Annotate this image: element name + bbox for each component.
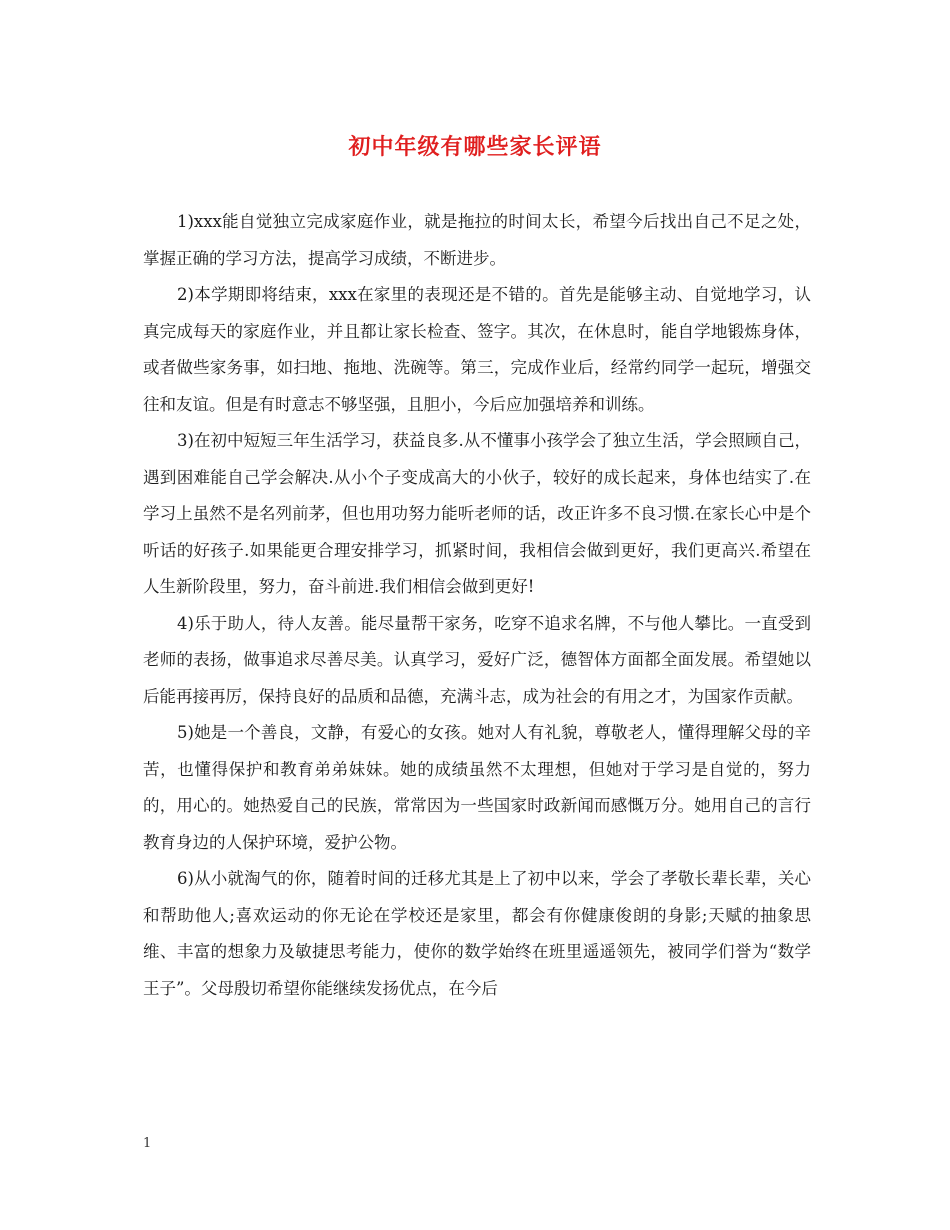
paragraph-5: 5)她是一个善良，文静，有爱心的女孩。她对人有礼貌，尊敬老人，懂得理解父母的辛苦，也懂得保护和教育弟弟妹妹。她的成绩虽然不太理想，但她对于学习是自觉的，努力的，用心的。她热爱自己的民族，常常因为一些国家时政新闻而感慨万分。她用自己的言行教育身边的人保护环境，爱护公物。: [143, 723, 811, 852]
paragraph-2: 2)本学期即将结束，xxx在家里的表现还是不错的。首先是能够主动、自觉地学习，认真完成每天的家庭作业，并且都让家长检查、签字。其次，在休息时，能自学地锻炼身体，或者做些家务事，如扫地、拖地、洗碗等。第三，完成作业后，经常约同学一起玩，增强交往和友谊。但是有时意志不够坚强，且胆小，今后应加强培养和训练。: [143, 285, 811, 414]
page-number: 1: [143, 1136, 152, 1151]
paragraph-1: 1)xxx能自觉独立完成家庭作业，就是拖拉的时间太长，希望今后找出自己不足之处，掌握正确的学习方法，提高学习成绩，不断进步。: [143, 212, 811, 268]
paragraph-6: 6)从小就淘气的你，随着时间的迁移尤其是上了初中以来，学会了孝敬长辈长辈，关心和帮助他人;喜欢运动的你无论在学校还是家里，都会有你健康俊朗的身影;天赋的抽象思维、丰富的想象力及敏捷思考能力，使你的数学始终在班里遥遥领先，被同学们誉为“数学王子”。父母殷切希望你能继续发扬优点，在今后: [143, 869, 811, 998]
paragraph-4: 4)乐于助人，待人友善。能尽量帮干家务，吃穿不追求名牌，不与他人攀比。一直受到老师的表扬，做事追求尽善尽美。认真学习，爱好广泛，德智体方面都全面发展。希望她以后能再接再厉，保持良好的品质和品德，充满斗志，成为社会的有用之才，为国家作贡献。: [143, 613, 811, 706]
document-body: [143, 204, 811, 1007]
paragraph-3: 3)在初中短短三年生活学习，获益良多.从不懂事小孩学会了独立生活，学会照顾自己，遇到困难能自己学会解决.从小个子变成高大的小伙子，较好的成长起来，身体也结实了.在学习上虽然不是名列前茅，但也用功努力能听老师的话，改正许多不良习惯.在家长心中是个听话的好孩子.如果能更合理安排学习，抓紧时间，我相信会做到更好，我们更高兴.希望在人生新阶段里，努力，奋斗前进.我们相信会做到更好!: [143, 431, 811, 596]
page-title: 初中年级有哪些家长评语: [348, 135, 602, 160]
